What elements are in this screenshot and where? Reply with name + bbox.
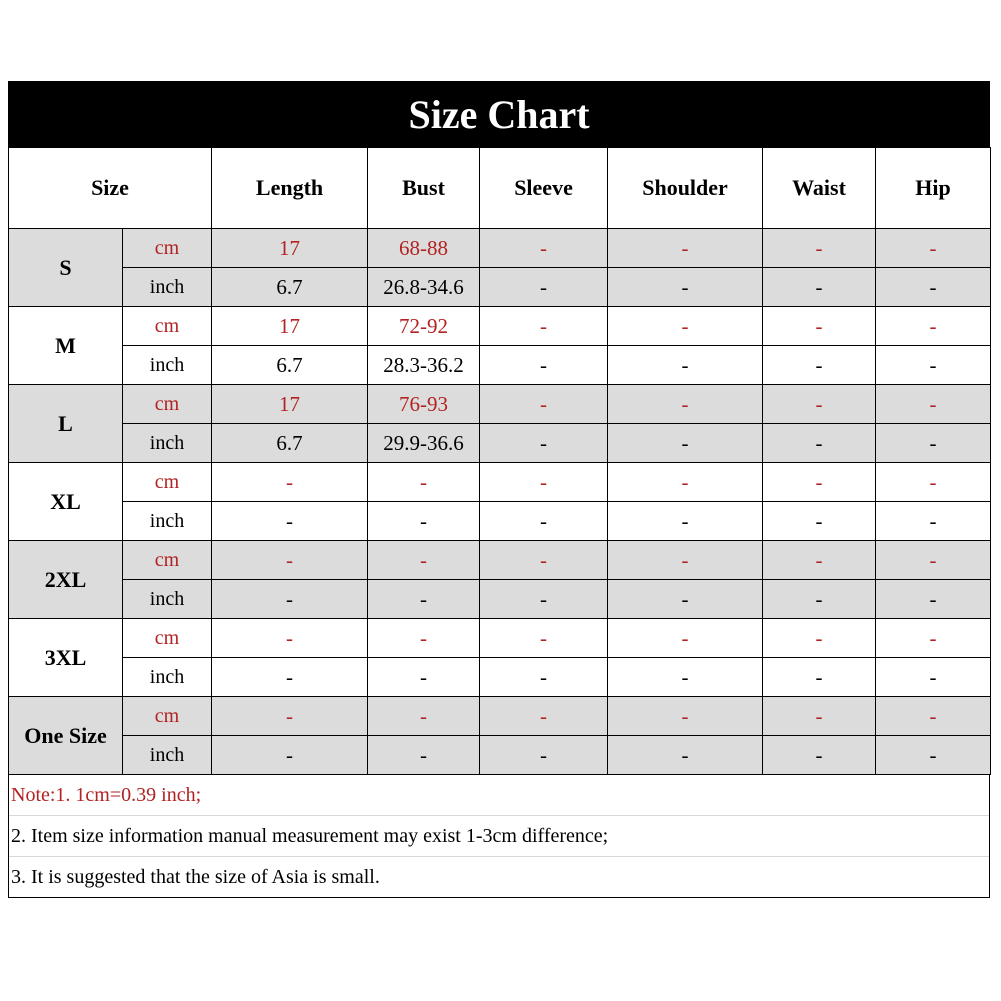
measurement-cell: - [212, 619, 368, 658]
measurement-cell: 76-93 [368, 385, 480, 424]
unit-label: cm [123, 463, 212, 502]
table-row [9, 307, 991, 346]
measurement-cell: - [876, 463, 991, 502]
header-hip: Hip [876, 148, 991, 229]
measurement-cell: 68-88 [368, 229, 480, 268]
measurement-cell: - [480, 307, 608, 346]
table-row [9, 697, 991, 736]
measurement-cell: - [480, 424, 608, 463]
table-row [9, 736, 991, 775]
size-label: L [9, 385, 123, 463]
header-bust: Bust [368, 148, 480, 229]
measurement-cell: - [876, 658, 991, 697]
measurement-cell: 17 [212, 307, 368, 346]
unit-label: inch [123, 658, 212, 697]
note-1: Note:1. 1cm=0.39 inch; [9, 775, 989, 816]
measurement-cell: - [876, 424, 991, 463]
measurement-cell: - [480, 229, 608, 268]
unit-label: cm [123, 541, 212, 580]
unit-label: inch [123, 580, 212, 619]
measurement-cell: - [368, 580, 480, 619]
table-row [9, 619, 991, 658]
unit-label: inch [123, 502, 212, 541]
table-row [9, 385, 991, 424]
measurement-cell: - [763, 346, 876, 385]
measurement-cell: 6.7 [212, 424, 368, 463]
measurement-cell: - [212, 580, 368, 619]
table-row [9, 346, 991, 385]
measurement-cell: - [212, 541, 368, 580]
measurement-cell: - [876, 619, 991, 658]
measurement-cell: 17 [212, 385, 368, 424]
measurement-cell: - [608, 541, 763, 580]
measurement-cell: - [876, 580, 991, 619]
size-chart-title: Size Chart [8, 81, 990, 147]
measurement-cell: - [608, 307, 763, 346]
measurement-cell: - [763, 307, 876, 346]
measurement-cell: - [608, 229, 763, 268]
header-sleeve: Sleeve [480, 148, 608, 229]
measurement-cell: - [876, 385, 991, 424]
header-row [9, 148, 991, 229]
measurement-cell: - [608, 658, 763, 697]
table-row [9, 502, 991, 541]
measurement-cell: - [608, 736, 763, 775]
measurement-cell: - [876, 307, 991, 346]
size-label: M [9, 307, 123, 385]
size-label: XL [9, 463, 123, 541]
measurement-cell: - [480, 346, 608, 385]
notes-box [8, 775, 990, 898]
measurement-cell: - [212, 502, 368, 541]
measurement-cell: - [368, 541, 480, 580]
measurement-cell: - [480, 385, 608, 424]
size-label: 3XL [9, 619, 123, 697]
measurement-cell: - [212, 658, 368, 697]
size-label: One Size [9, 697, 123, 775]
unit-label: cm [123, 385, 212, 424]
measurement-cell: - [876, 736, 991, 775]
measurement-cell: - [608, 346, 763, 385]
measurement-cell: - [480, 736, 608, 775]
measurement-cell: - [212, 736, 368, 775]
unit-label: inch [123, 736, 212, 775]
measurement-cell: - [480, 541, 608, 580]
note-3: 3. It is suggested that the size of Asia is small. [11, 866, 380, 888]
unit-label: inch [123, 424, 212, 463]
unit-label: cm [123, 229, 212, 268]
measurement-cell: - [876, 502, 991, 541]
table-row [9, 268, 991, 307]
measurement-cell: - [763, 697, 876, 736]
measurement-cell: - [212, 463, 368, 502]
measurement-cell: - [763, 502, 876, 541]
table-row [9, 229, 991, 268]
table-row [9, 580, 991, 619]
measurement-cell: - [480, 463, 608, 502]
measurement-cell: - [763, 541, 876, 580]
header-shoulder: Shoulder [608, 148, 763, 229]
measurement-cell: - [212, 697, 368, 736]
measurement-cell: 28.3-36.2 [368, 346, 480, 385]
measurement-cell: - [480, 268, 608, 307]
measurement-cell: - [368, 619, 480, 658]
measurement-cell: 6.7 [212, 268, 368, 307]
measurement-cell: - [480, 697, 608, 736]
measurement-cell: - [368, 502, 480, 541]
measurement-cell: 29.9-36.6 [368, 424, 480, 463]
measurement-cell: - [608, 463, 763, 502]
measurement-cell: 6.7 [212, 346, 368, 385]
measurement-cell: - [763, 736, 876, 775]
unit-label: cm [123, 697, 212, 736]
measurement-cell: - [876, 346, 991, 385]
measurement-cell: - [480, 658, 608, 697]
measurement-cell: - [876, 229, 991, 268]
measurement-cell: 72-92 [368, 307, 480, 346]
measurement-cell: - [608, 697, 763, 736]
measurement-cell: - [763, 229, 876, 268]
size-table [8, 147, 991, 775]
size-chart [8, 81, 990, 898]
measurement-cell: - [480, 502, 608, 541]
unit-label: cm [123, 307, 212, 346]
note-2: 2. Item size information manual measurement may exist 1-3cm difference; [9, 816, 989, 857]
measurement-cell: - [608, 385, 763, 424]
table-row [9, 541, 991, 580]
measurement-cell: - [608, 502, 763, 541]
measurement-cell: - [368, 463, 480, 502]
unit-label: cm [123, 619, 212, 658]
measurement-cell: - [368, 697, 480, 736]
measurement-cell: - [763, 385, 876, 424]
size-label: S [9, 229, 123, 307]
measurement-cell: - [763, 658, 876, 697]
measurement-cell: - [876, 697, 991, 736]
measurement-cell: - [763, 463, 876, 502]
table-row [9, 424, 991, 463]
measurement-cell: - [608, 619, 763, 658]
measurement-cell: - [480, 619, 608, 658]
header-size: Size [9, 148, 212, 229]
measurement-cell: - [763, 619, 876, 658]
measurement-cell: - [763, 580, 876, 619]
table-row [9, 463, 991, 502]
measurement-cell: - [763, 424, 876, 463]
measurement-cell: - [876, 541, 991, 580]
measurement-cell: - [608, 268, 763, 307]
size-label: 2XL [9, 541, 123, 619]
measurement-cell: - [876, 268, 991, 307]
measurement-cell: 26.8-34.6 [368, 268, 480, 307]
measurement-cell: - [763, 268, 876, 307]
unit-label: inch [123, 346, 212, 385]
measurement-cell: - [368, 736, 480, 775]
table-row [9, 658, 991, 697]
measurement-cell: - [368, 658, 480, 697]
measurement-cell: - [608, 424, 763, 463]
header-waist: Waist [763, 148, 876, 229]
measurement-cell: - [608, 580, 763, 619]
measurement-cell: 17 [212, 229, 368, 268]
measurement-cell: - [480, 580, 608, 619]
size-table-body [9, 229, 991, 775]
unit-label: inch [123, 268, 212, 307]
header-length: Length [212, 148, 368, 229]
